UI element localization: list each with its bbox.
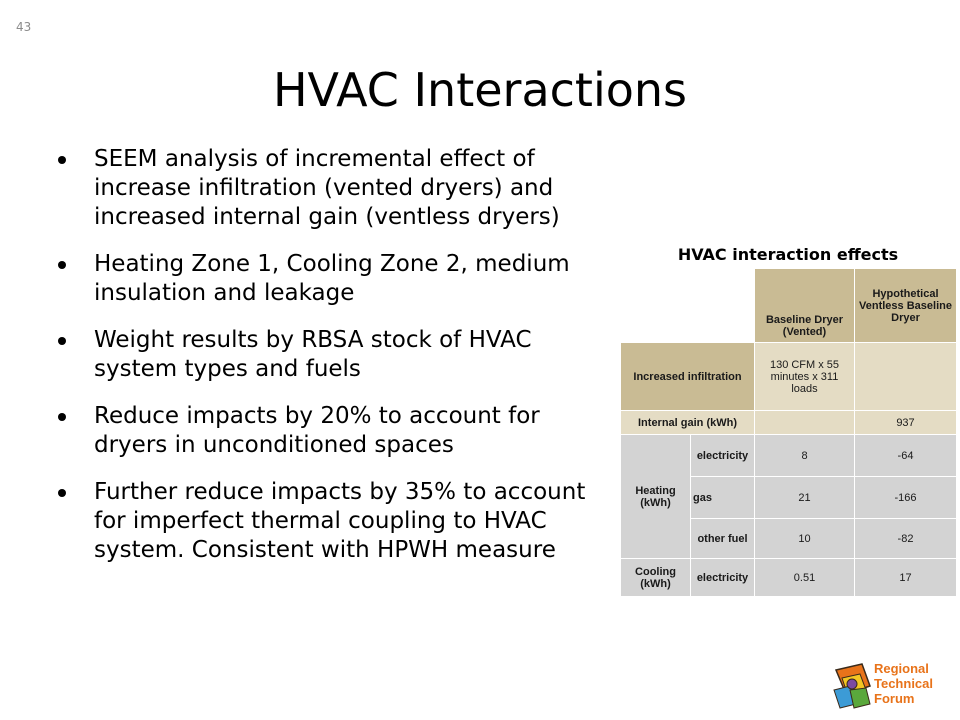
logo-line-regional: Regional [874,661,929,676]
cell-infiltration-col2 [855,343,957,411]
bullet-item [56,326,616,384]
header-ventless: Hypothetical Ventless Baseline Dryer [855,269,957,343]
slide-number: 43 [16,20,32,34]
table-caption: HVAC interaction effects [677,245,899,264]
cell-cooling-electricity-col2: 17 [855,559,957,597]
cell-heating-other-fuel-col1: 10 [755,519,855,559]
cell-heating-other-fuel-col2: -82 [855,519,957,559]
bullet-text: Heating Zone 1, Cooling Zone 2, medium insulation and leakage [94,251,570,306]
bullet-text: Reduce impacts by 20% to account for dryers in unconditioned spaces [94,403,540,458]
bullet-icon [58,413,66,421]
table-row [621,559,957,597]
cell-heating-gas-col2: -166 [855,477,957,519]
bullet-text: SEEM analysis of incremental effect of increase infiltration (vented dryers) and increased internal gain (ventless dryers) [94,146,560,230]
table-corner-cell [621,269,755,343]
table-row [621,343,957,411]
row-label-cooling-electricity: electricity [691,559,755,597]
row-label-internal-gain: Internal gain (kWh) [621,411,755,435]
bullet-text: Further reduce impacts by 35% to account for imperfect thermal coupling to HVAC system. Consistent with HPWH measure [94,479,586,563]
bullet-icon [58,156,66,164]
cell-infiltration-col1: 130 CFM x 55 minutes x 311 loads [755,343,855,411]
bullet-item [56,145,616,232]
slide-title: HVAC Interactions [272,63,688,117]
row-label-heating-other-fuel: other fuel [691,519,755,559]
cell-heating-electricity-col2: -64 [855,435,957,477]
logo-line-forum: Forum [874,691,915,706]
bullet-list [56,145,616,583]
bullet-text: Weight results by RBSA stock of HVAC system types and fuels [94,327,532,382]
rtf-logo-icon [832,660,874,712]
row-group-cooling: Cooling (kWh) [621,559,691,597]
cell-internal-gain-col2: 937 [855,411,957,435]
row-label-infiltration: Increased infiltration [621,343,755,411]
cell-heating-gas-col1: 21 [755,477,855,519]
table-row [621,411,957,435]
table-row [621,435,957,477]
bullet-item [56,478,616,565]
row-label-heating-gas: gas [691,477,755,519]
cell-heating-electricity-col1: 8 [755,435,855,477]
cell-internal-gain-col1 [755,411,855,435]
bullet-icon [58,337,66,345]
table-header-row [621,269,957,343]
hvac-interaction-table [620,268,957,597]
rtf-logo-text [874,661,933,706]
bullet-item [56,402,616,460]
bullet-icon [58,261,66,269]
bullet-icon [58,489,66,497]
rtf-logo [832,660,942,712]
row-group-heating: Heating (kWh) [621,435,691,559]
bullet-item [56,250,616,308]
cell-cooling-electricity-col1: 0.51 [755,559,855,597]
logo-line-technical: Technical [874,676,934,691]
header-baseline-vented: Baseline Dryer (Vented) [755,269,855,343]
row-label-heating-electricity: electricity [691,435,755,477]
